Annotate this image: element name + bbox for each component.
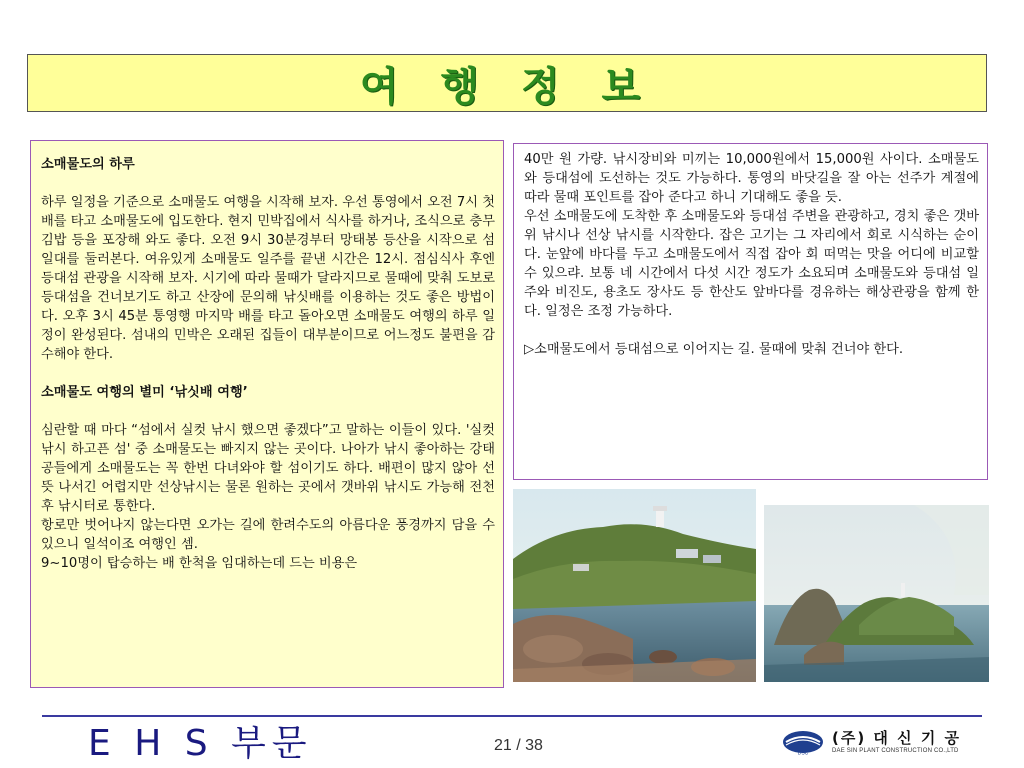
company-logo-text bbox=[832, 730, 961, 755]
paragraph-fishing-cost: 9~10명이 탑승하는 배 한척을 임대하는데 드는 비용은 bbox=[41, 556, 358, 571]
island-lighthouse-photo bbox=[513, 489, 756, 682]
left-text-box bbox=[30, 140, 504, 688]
slide-title: 여 행 정 보 bbox=[359, 63, 655, 110]
section-heading-fishing: 소매물도 여행의 별미 ‘낚싯배 여행’ bbox=[41, 385, 248, 400]
paragraph-fishing-scenery: 항로만 벗어나지 않는다면 오가는 길에 한려수도의 아름다운 풍경까지 담을 수 있으니 일석이조 여행인 셈. bbox=[41, 518, 495, 552]
paragraph-daytrip: 하루 일정을 기준으로 소매물도 여행을 시작해 보자. 우선 통영에서 오전 7시 첫배를 타고 소매물도에 입도한다. 현지 민박집에서 식사를 하거나, 조식으로 충무김밥 등을 포장해 와도 좋다. 오전 9시 30분경부터 망태봉 등산을 시작으로 섬 일대를 둘러본다. 여유있게 소매물도 일주를 끝낸 시간은 12시. 점심식사 후엔 등대섬 관광을 시작해 보자. 시기에 따라 물때가 달라지므로 물때에 맞춰 도보로 등대섬을 건너보기도 하고 산장에 문의해 낚싯배를 이용하는 것도 좋은 방법이다. 오후 3시 45분 통영행 마지막 배를 타고 돌아오면 소매물도 여행의 하루 일정이 완성된다. 섬내의 민박은 오래된 집들이 대부분이므로 어느정도 불편을 감수해야 한다. bbox=[41, 195, 495, 362]
logo-mark-text: DSC bbox=[797, 750, 809, 756]
island-coast-photo bbox=[764, 505, 989, 682]
company-logo-icon bbox=[780, 728, 826, 756]
company-english-name: DAE SIN PLANT CONSTRUCTION CO.,LTD bbox=[832, 747, 959, 754]
department-label: E H S 부문 bbox=[88, 723, 313, 764]
paragraph-tour-schedule: 우선 소매물도에 도착한 후 소매물도와 등대섬 주변을 관광하고, 경치 좋은 갯바위 낚시나 선상 낚시를 시작한다. 잡은 고기는 그 자리에서 회로 시식하는 순이다. 눈앞에 바다를 두고 소매물도에서 직접 잡아 회 떠먹는 맛을 어디에 비교할 수 있으랴. 보통 네 시간에서 다섯 시간 정도가 소요되며 소매물도와 등대섬 일주와 비진도, 용초도 장사도 등 한산도 앞바다를 경유하는 해상관광을 함께 한다. 일정은 조정 가능하다. bbox=[524, 209, 979, 319]
photo-caption: ▷소매물도에서 등대섬으로 이어지는 길. 물때에 맞춰 건너야 한다. bbox=[524, 342, 904, 357]
title-banner bbox=[27, 54, 987, 112]
footer-divider bbox=[42, 715, 982, 717]
section-heading-daytrip: 소매물도의 하루 bbox=[41, 157, 135, 172]
paragraph-fishing-price: 40만 원 가량. 낚시장비와 미끼는 10,000원에서 15,000원 사이다. 소매물도와 등대섬에 도선하는 것도 가능하다. 통영의 바닷길을 잘 아는 선주가 계절에 따라 물때 포인트를 잡아 준다고 하니 기대해도 좋을 듯. bbox=[524, 152, 979, 205]
paragraph-fishing-intro: 심란할 때 마다 “섬에서 실컷 낚시 했으면 좋겠다”고 말하는 이들이 있다. '실컷 낚시 하고픈 섬' 중 소매물도는 빠지지 않는 곳이다. 나아가 낚시 좋아하는 강태공들에게 소매물도는 꼭 한번 다녀와야 할 섬이기도 하다. 배편이 많지 않아 선뜻 나서긴 어렵지만 선상낚시는 물론 원하는 곳에서 갯바위 낚시도 가능해 전천후 낚시터로 통한다. bbox=[41, 423, 495, 514]
company-logo bbox=[780, 726, 990, 758]
right-text-box bbox=[513, 143, 988, 480]
page-number: 21 / 38 bbox=[494, 737, 543, 754]
company-name: (주) 대 신 기 공 bbox=[832, 728, 962, 747]
